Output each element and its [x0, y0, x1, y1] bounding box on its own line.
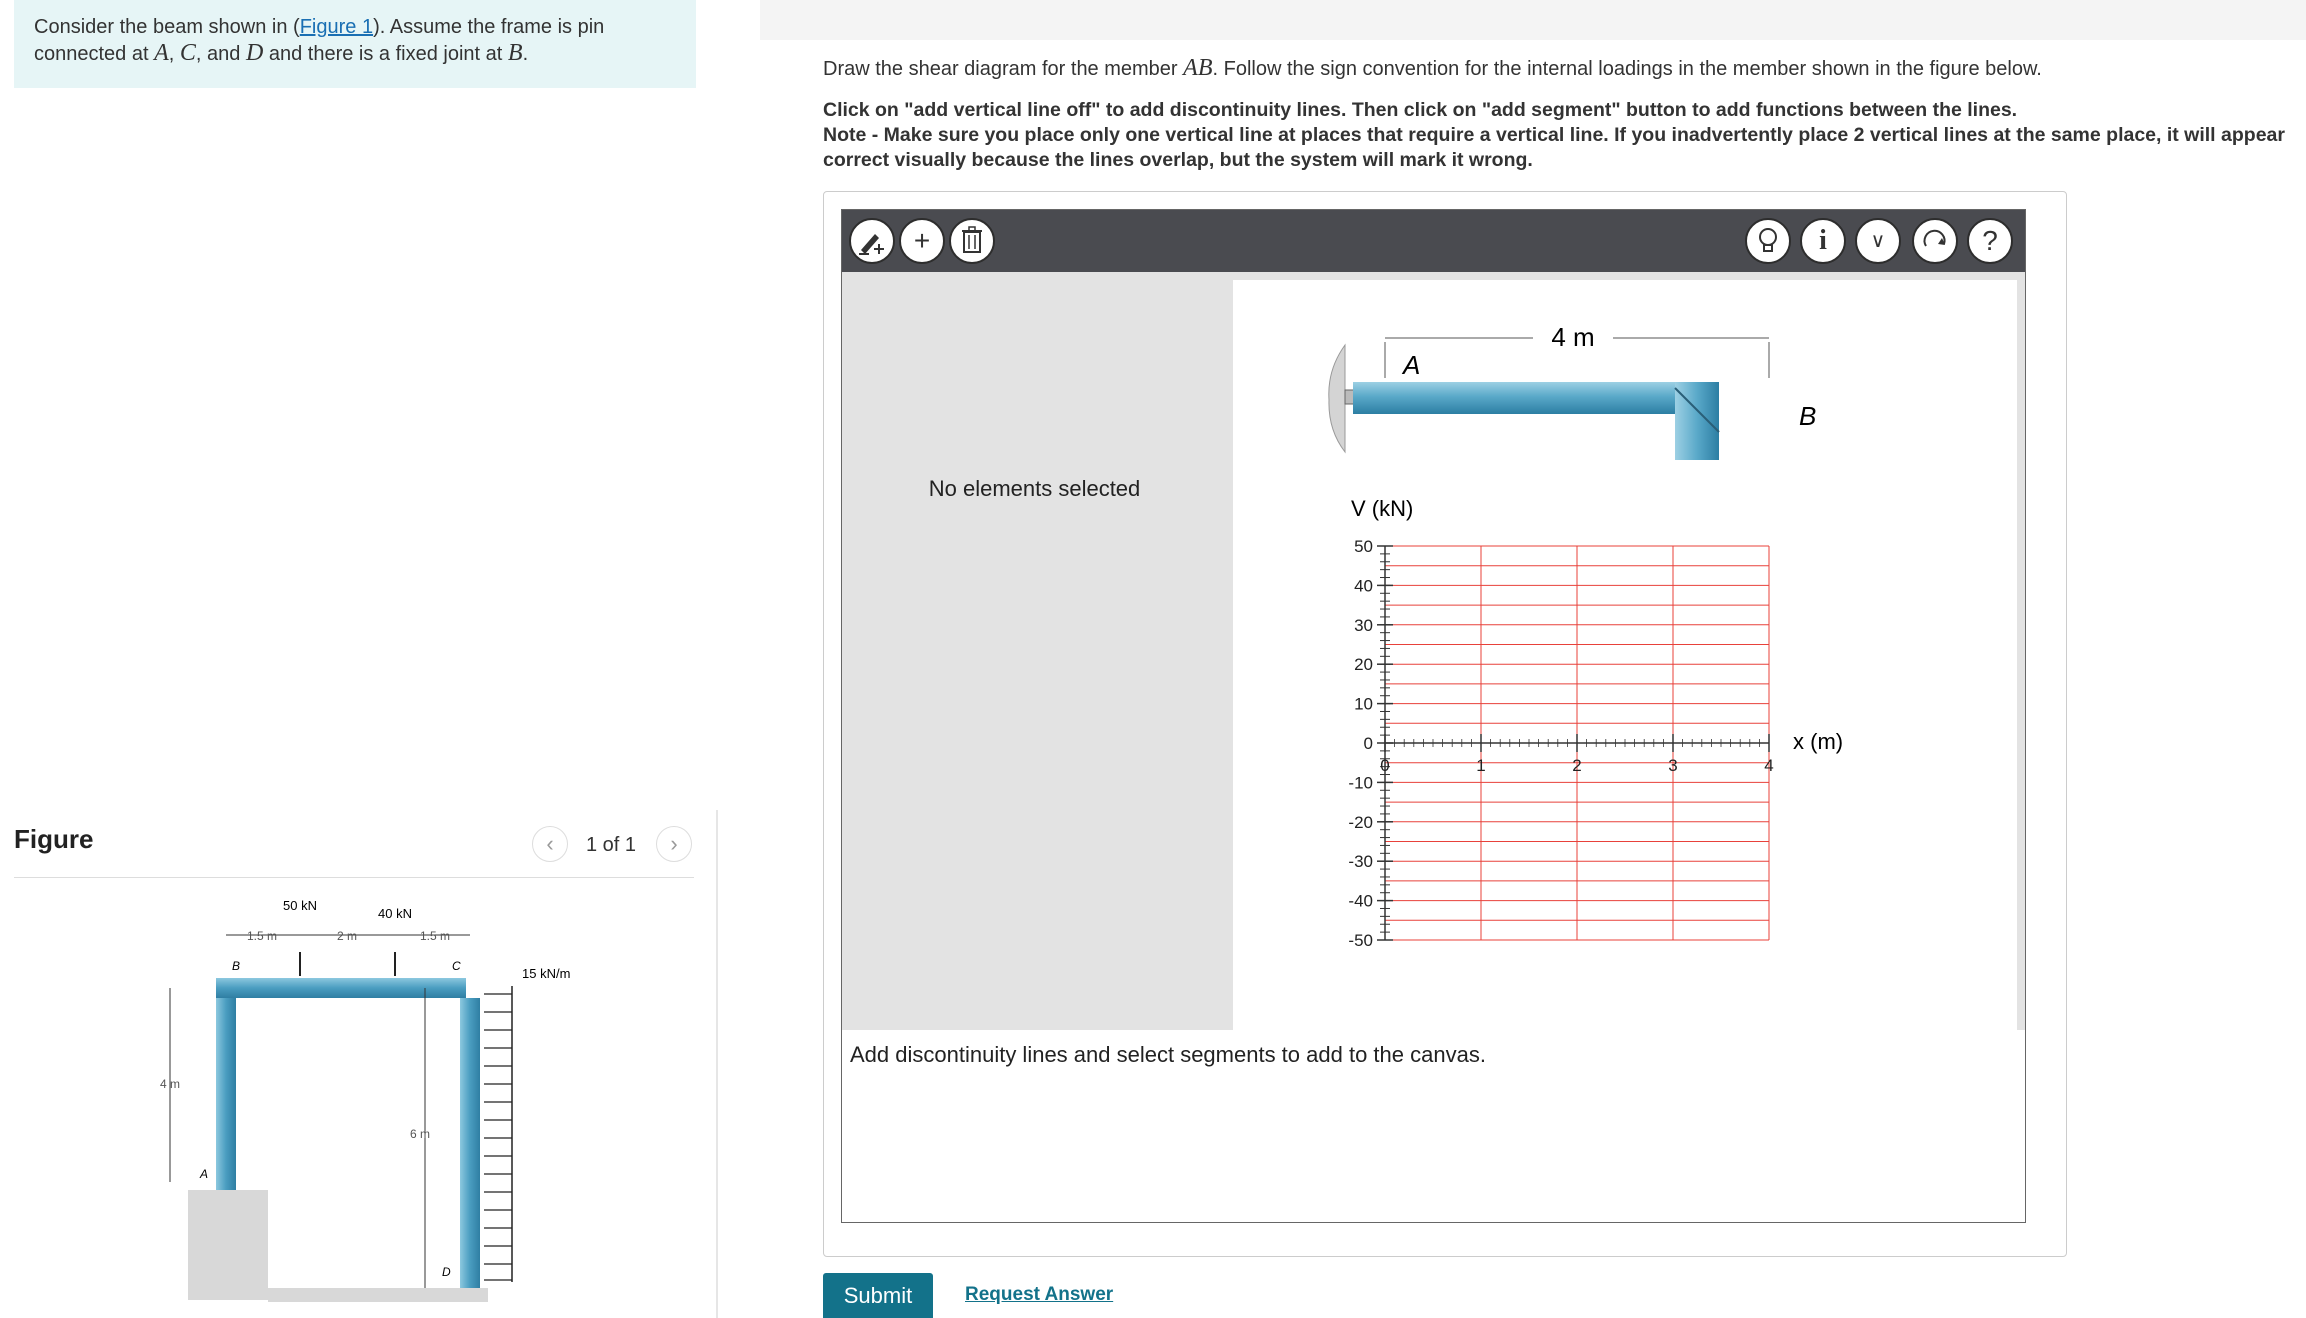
shear-axes	[1348, 537, 1773, 950]
y-tick-label: -20	[1348, 812, 1373, 832]
beam-bc	[216, 978, 466, 998]
member-ab: AB	[1183, 55, 1213, 81]
y-tick-label: 30	[1354, 615, 1373, 635]
hint-bulb-icon	[1747, 220, 1789, 262]
left-foundation	[188, 1190, 268, 1300]
hint-button[interactable]	[1745, 218, 1791, 264]
y-tick-label: 40	[1354, 576, 1373, 596]
and-text: , and	[195, 43, 246, 65]
x-tick-label: 1	[1476, 756, 1486, 775]
point-d: D	[245, 40, 264, 66]
instruction-text-2: . Follow the sign convention for the internal loadings in the member shown in the figure below.	[1212, 58, 2042, 80]
ground	[268, 1288, 488, 1302]
y-tick-label: -10	[1348, 773, 1373, 793]
add-vertical-line-icon	[851, 220, 893, 262]
problem-statement	[14, 0, 696, 88]
column-cd	[460, 998, 480, 1288]
frame-point-a: A	[200, 1167, 209, 1181]
options-dropdown-button[interactable]	[1855, 218, 1901, 264]
frame-point-d: D	[442, 1265, 451, 1279]
info-button[interactable]	[1800, 218, 1846, 264]
column-ab	[216, 998, 236, 1190]
submit-button[interactable]: Submit	[823, 1273, 933, 1318]
dim-1-label: 1.5 m	[246, 929, 278, 943]
point-a: A	[154, 40, 169, 66]
instruction-block	[823, 98, 2303, 173]
drawing-toolbar	[842, 210, 2025, 272]
properties-pane	[842, 272, 1227, 1030]
instruction-note: Note - Make sure you place only one vertical line at places that require a vertical line. If you inadvertently place 2 vertical lines at the same place, it will appear correct visually because the lines overlap, but the system will mark it wrong.	[823, 124, 2285, 171]
x-tick-label: 4	[1764, 756, 1774, 775]
dist-load-label: 15 kN/m	[522, 966, 571, 981]
add-vertical-line-button[interactable]	[849, 218, 895, 264]
height-left-label: 4 m	[160, 1077, 181, 1091]
chevron-right-icon: ›	[670, 831, 678, 856]
frame-point-b: B	[232, 959, 241, 973]
no-elements-message: No elements selected	[928, 476, 1141, 501]
x-tick-label: 3	[1668, 756, 1678, 775]
distributed-load-arrows	[484, 994, 512, 1280]
span-label: 4 m	[1551, 322, 1595, 352]
y-tick-label: 50	[1354, 537, 1373, 556]
reset-button[interactable]	[1912, 218, 1958, 264]
beam-label-b: B	[1799, 401, 1817, 431]
problem-text-4: and there is a fixed joint at	[263, 43, 508, 65]
figure-1-link[interactable]: Figure 1	[299, 16, 374, 38]
problem-text: Consider the beam shown in (	[34, 16, 300, 38]
comma: ,	[168, 43, 180, 65]
help-button[interactable]	[1967, 218, 2013, 264]
problem-text-2: ). Assume the frame is pin	[373, 16, 605, 38]
prev-figure-button[interactable]	[532, 826, 568, 862]
x-axis-label: x (m)	[1793, 729, 1844, 754]
problem-text-3: connected at	[34, 43, 155, 65]
instruction-text: Draw the shear diagram for the member	[823, 58, 1184, 80]
y-tick-label: 20	[1354, 655, 1373, 675]
panel-divider	[716, 810, 718, 1318]
beam-label-a: A	[1403, 350, 1421, 380]
request-answer-link[interactable]: Request Answer	[965, 1284, 1114, 1305]
x-tick-label: 0	[1380, 756, 1390, 775]
instruction-line-1	[823, 55, 2042, 82]
add-segment-button[interactable]	[899, 218, 945, 264]
chevron-left-icon: ‹	[546, 831, 554, 856]
canvas-hint: Add discontinuity lines and select segments to add to the canvas.	[850, 1042, 1486, 1067]
figure-heading: Figure	[14, 824, 94, 854]
y-tick-label: 10	[1354, 694, 1373, 714]
y-axis-label: V (kN)	[1351, 496, 1414, 521]
figure-divider	[14, 877, 694, 878]
y-tick-label: -30	[1348, 852, 1373, 872]
y-tick-label: -40	[1348, 891, 1373, 911]
reset-icon	[1914, 220, 1956, 262]
load-2-label: 40 kN	[378, 906, 412, 921]
point-c: C	[179, 40, 196, 66]
figure-pager: 1 of 1	[586, 834, 637, 856]
load-1-label: 50 kN	[283, 898, 317, 913]
chevron-down-icon: ∨	[1870, 230, 1886, 252]
frame-point-c: C	[452, 959, 461, 973]
beam-ab	[1353, 382, 1693, 414]
dim-3-label: 1.5 m	[419, 929, 451, 943]
y-tick-label: -50	[1348, 931, 1373, 950]
x-tick-label: 2	[1572, 756, 1582, 775]
delete-icon	[951, 220, 993, 262]
delete-button[interactable]	[949, 218, 995, 264]
drawing-canvas[interactable]	[1233, 280, 2017, 1030]
wall-support	[1329, 345, 1345, 452]
frame-figure	[140, 890, 571, 1310]
next-figure-button[interactable]	[656, 826, 692, 862]
add-segment-icon: +	[913, 225, 931, 256]
info-icon: i	[1819, 225, 1827, 256]
help-icon: ?	[1982, 225, 1998, 256]
period: .	[522, 43, 529, 65]
point-b: B	[507, 40, 523, 66]
height-right-label: 6 m	[410, 1127, 431, 1141]
instruction-line-2: Click on "add vertical line off" to add discontinuity lines. Then click on "add segment" button to add functions between the lines.	[823, 99, 2018, 121]
dim-2-label: 2 m	[336, 929, 358, 943]
y-tick-label: 0	[1363, 734, 1373, 753]
top-strip	[760, 0, 2306, 40]
